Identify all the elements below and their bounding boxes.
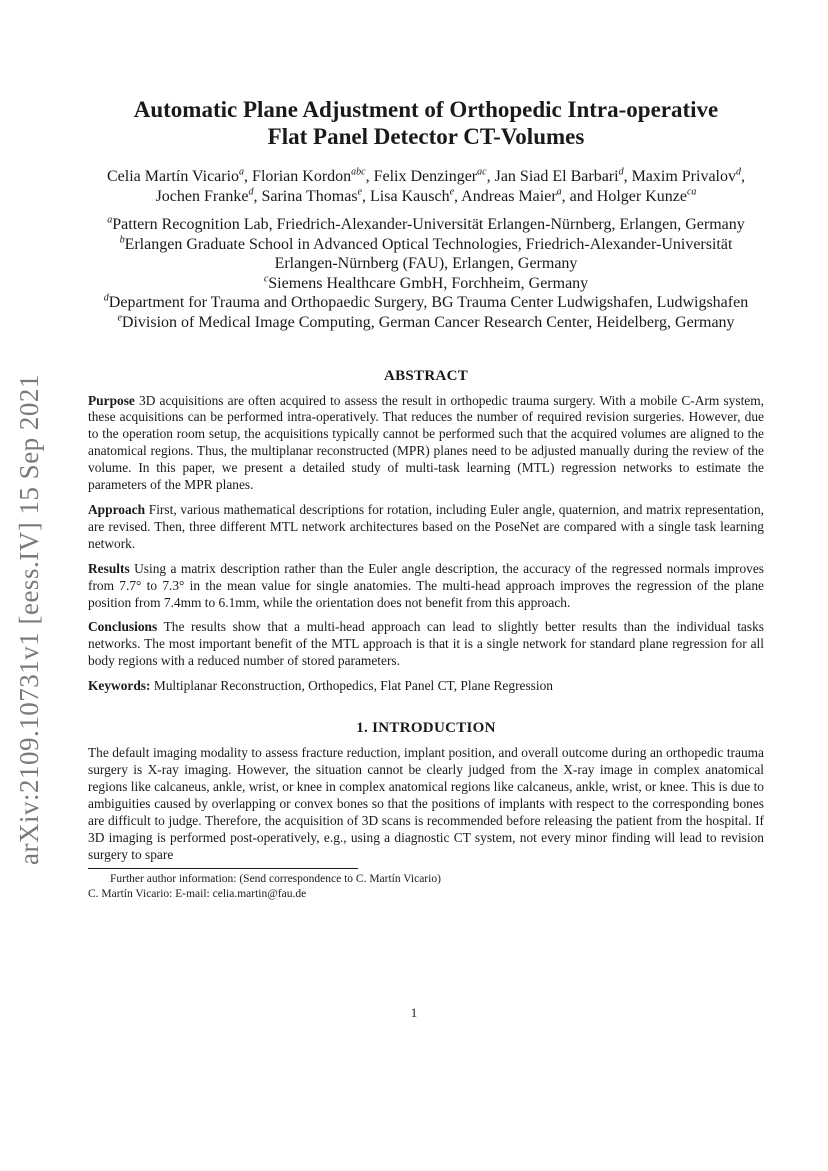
section-heading-introduction: 1. INTRODUCTION bbox=[356, 720, 496, 737]
abstract-purpose bbox=[88, 393, 764, 494]
footnote-divider bbox=[88, 868, 358, 869]
author-name: Sarina Thomas bbox=[261, 188, 358, 205]
keywords-label: Keywords: bbox=[88, 678, 151, 694]
abstract-results bbox=[88, 561, 764, 612]
author-separator: , bbox=[253, 188, 262, 205]
author-name: Celia Martín Vicario bbox=[107, 168, 240, 185]
affiliation-text: Erlangen Graduate School in Advanced Optical Technologies, Friedrich-Alexander-Universität Erlangen-Nürnberg (FAU), Erlangen, Germany bbox=[124, 235, 733, 273]
author-separator: , bbox=[454, 188, 462, 205]
author-name: Jochen Franke bbox=[155, 188, 249, 205]
introduction-paragraph: The default imaging modality to assess fracture reduction, implant position, and overall outcome during an orthopedic trauma surgery is X-ray imaging. However, the situation cannot be clearly judged from the X-ray image in complex anatomical regions like calcaneus, ankle, wrist, or knee in complex anatomical regions like calcaneus, ankle, wrist, or knee. This is due to ambiguities caused by overlapping or convex bones so that the positions of implants with respect to the corresponding bones are difficult to judge. Therefore, the acquisition of 3D scans is recommended before releasing the patient from the hospital. If 3D imaging is performed post-operatively, e.g., using a diagnostic CT system, not every minor finding will lead to revision surgery to spare bbox=[88, 745, 764, 862]
author-affiliation-mark: d bbox=[736, 166, 741, 178]
author-affiliation-mark: ca bbox=[686, 186, 697, 198]
keywords-text: Multiplanar Reconstruction, Orthopedics, Flat Panel CT, Plane Regression bbox=[150, 678, 554, 694]
author bbox=[107, 168, 252, 185]
author bbox=[261, 188, 370, 205]
affiliation-mark: d bbox=[103, 293, 109, 305]
paper-page bbox=[88, 96, 764, 902]
author-separator: , bbox=[486, 168, 495, 185]
footnote-author-info: Further author information: (Send correspondence to C. Martín Vicario) bbox=[110, 873, 441, 886]
affiliation bbox=[88, 274, 764, 294]
author-affiliation-mark: d bbox=[618, 166, 624, 178]
affiliation-list bbox=[88, 215, 764, 333]
approach-text: First, various mathematical descriptions for rotation, including Euler angle, quaternion, and matrix representation, are revised. Then, three different MTL network architectures based on the PoseNet are compared with a single task learning network. bbox=[88, 502, 764, 551]
results-label: Results bbox=[88, 560, 130, 576]
affiliation-text: Siemens Healthcare GmbH, Forchheim, Germany bbox=[268, 274, 589, 292]
approach-label: Approach bbox=[88, 502, 146, 517]
affiliation-text: Pattern Recognition Lab, Friedrich-Alexander-Universität Erlangen-Nürnberg, Erlangen, Germany bbox=[112, 216, 745, 233]
conclusions-label: Conclusions bbox=[88, 619, 158, 635]
author-separator: , bbox=[365, 168, 374, 185]
affiliation bbox=[88, 235, 764, 274]
purpose-text: 3D acquisitions are often acquired to assess the result in orthopedic trauma surgery. With a mobile C-Arm system, these acquisitions can be performed intra-operatively. That reduces the number of required revision surgeries. However, due to the operation room setup, the acquisitions typically cannot be performed such that the acquired volumes are aligned to the anatomical regions. Thus, the multiplanar reconstructed (MPR) planes need to be adjusted manually during the review of the volume. In this paper, we present a detailed study of multi-task learning (MTL) regression networks to estimate the parameters of the MPR planes. bbox=[88, 392, 764, 493]
author-affiliation-mark: abc bbox=[351, 166, 366, 178]
results-text: Using a matrix description rather than the Euler angle description, the accuracy of the regressed normals improves from 7.7° to 7.3° in the mean value for single anatomies. The multi-head approach improves the regression of the plane position from 7.4mm to 6.1mm, while the orientation does not benefit from this approach. bbox=[88, 560, 764, 610]
title-line-2: Flat Panel Detector CT-Volumes bbox=[267, 124, 585, 149]
conclusions-text: The results show that a multi-head approach can lead to slightly better results than the individual tasks networks. The most important benefit of the MTL approach is that it is a single network for standard plane regression for all body regions with a reduced number of stored parameters. bbox=[88, 619, 764, 669]
author-name: Andreas Maier bbox=[461, 188, 557, 205]
author-name: Holger Kunze bbox=[596, 188, 687, 205]
author-name: Jan Siad El Barbari bbox=[494, 168, 619, 185]
author-name: Florian Kordon bbox=[252, 168, 352, 185]
abstract-conclusions bbox=[88, 619, 764, 670]
author-affiliation-mark: e bbox=[449, 186, 455, 198]
author-separator: , bbox=[362, 188, 371, 205]
author-separator: , bbox=[741, 168, 745, 185]
title-line-1: Automatic Plane Adjustment of Orthopedic Intra-operative bbox=[133, 97, 719, 122]
author-affiliation-mark: d bbox=[248, 186, 254, 198]
affiliation bbox=[88, 215, 764, 235]
author-separator: , bbox=[244, 168, 253, 185]
paper-title bbox=[88, 96, 764, 150]
author-affiliation-mark: e bbox=[357, 186, 363, 198]
author-name: Lisa Kausch bbox=[370, 188, 450, 205]
affiliation bbox=[88, 293, 764, 313]
author-list bbox=[88, 167, 764, 207]
author-affiliation-mark: a bbox=[239, 166, 245, 178]
affiliation-mark: a bbox=[107, 214, 113, 226]
affiliation-mark: e bbox=[117, 312, 122, 324]
page-number: 1 bbox=[410, 1005, 418, 1020]
author-separator: , and bbox=[561, 188, 597, 205]
author-name: Felix Denzinger bbox=[373, 168, 478, 185]
arxiv-identifier: arXiv:2109.10731v1 [eess.IV] 15 Sep 2021 bbox=[14, 374, 44, 865]
affiliation-mark: c bbox=[263, 273, 269, 285]
affiliation-text: Division of Medical Image Computing, German Cancer Research Center, Heidelberg, Germany bbox=[121, 313, 735, 331]
keywords bbox=[88, 678, 764, 695]
footnote-email: C. Martín Vicario: E-mail: celia.martin@fau.de bbox=[88, 888, 307, 901]
author-separator: , bbox=[623, 168, 632, 185]
affiliation-text: Department for Trauma and Orthopaedic Surgery, BG Trauma Center Ludwigshafen, Ludwigshafen bbox=[108, 294, 749, 312]
author bbox=[370, 188, 461, 205]
author bbox=[495, 168, 632, 185]
author-name: Maxim Privalov bbox=[631, 168, 736, 185]
author bbox=[156, 188, 262, 205]
abstract-approach bbox=[88, 502, 764, 553]
affiliation-mark: b bbox=[119, 234, 125, 246]
author bbox=[632, 168, 745, 185]
purpose-label: Purpose bbox=[88, 392, 135, 408]
author-affiliation-mark: a bbox=[556, 186, 562, 198]
author bbox=[597, 188, 697, 205]
author bbox=[461, 188, 597, 205]
author-affiliation-mark: ac bbox=[477, 166, 487, 178]
abstract-heading: ABSTRACT bbox=[383, 367, 469, 384]
author bbox=[252, 168, 374, 185]
author bbox=[374, 168, 495, 185]
affiliation bbox=[88, 313, 764, 333]
